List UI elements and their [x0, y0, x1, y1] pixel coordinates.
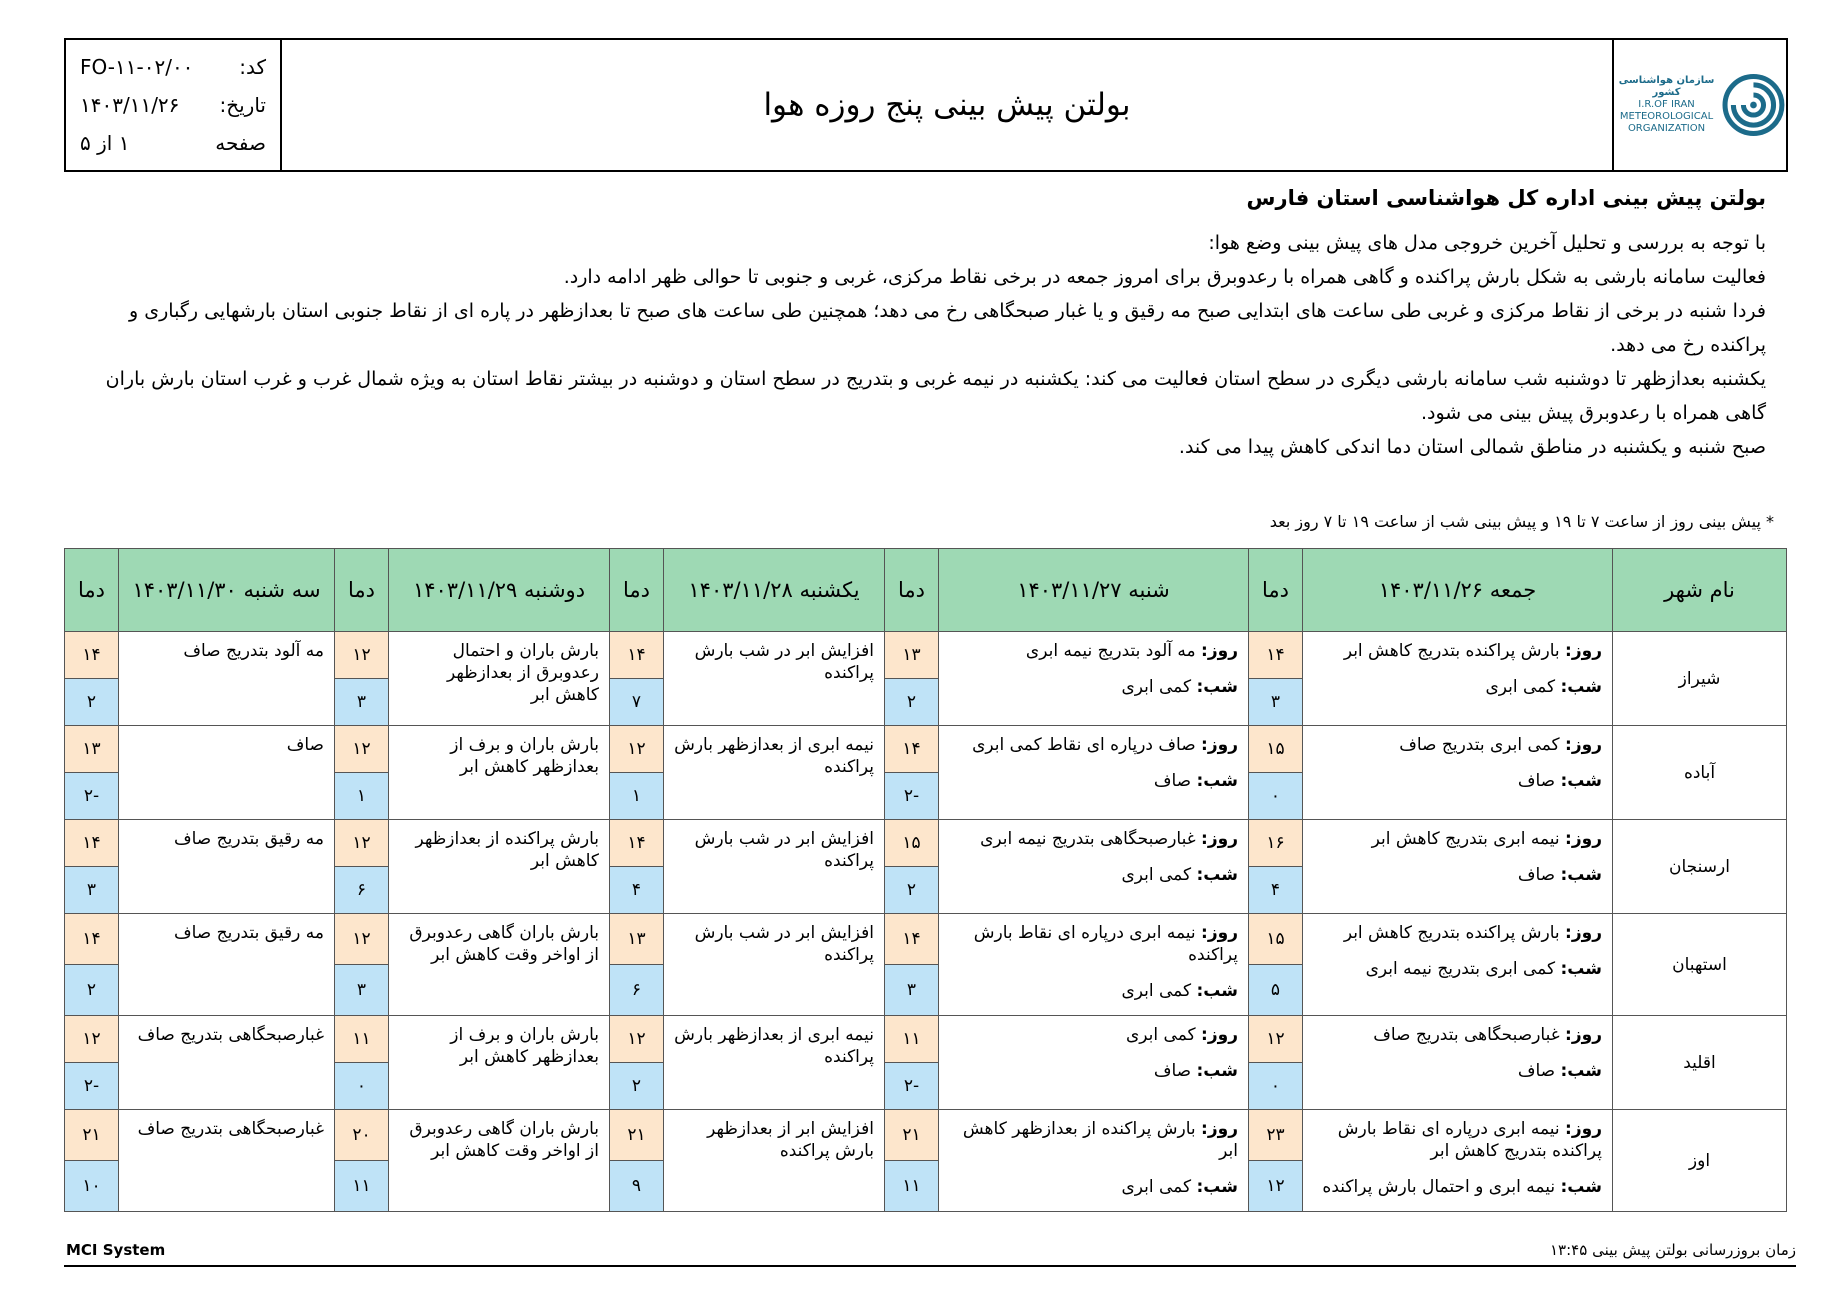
min-temp: ۱: [335, 773, 389, 820]
logo-text-en1: I.R.OF IRAN: [1638, 99, 1695, 110]
table-row: [65, 726, 1787, 773]
night-label: شب:: [1560, 865, 1602, 885]
max-temp: ۱۴: [610, 632, 664, 679]
paragraph-intro: با توجه به بررسی و تحلیل آخرین خروجی مدل های پیش بینی وضع هوا:: [1208, 232, 1766, 254]
max-temp: ۱۴: [65, 820, 119, 867]
paragraph-temperature: صبح شنبه و یکشنبه در مناطق شمالی استان دما اندکی کاهش پیدا می کند.: [1178, 436, 1766, 458]
day-label: روز:: [1201, 1025, 1238, 1045]
forecast-friday: [1303, 1016, 1613, 1110]
forecast-friday: [1303, 632, 1613, 726]
night-label: شب:: [1560, 1177, 1602, 1197]
night-label: شب:: [1560, 677, 1602, 697]
day-forecast: مه آلود بتدریج نیمه ابری: [1025, 641, 1196, 661]
night-forecast: صاف: [1517, 771, 1556, 791]
forecast-monday: بارش باران گاهی رعدوبرق از اواخر وقت کاهش ابر: [389, 914, 610, 1016]
forecast-saturday: [939, 726, 1249, 820]
min-temp: ۳: [335, 965, 389, 1016]
city-name: اوز: [1613, 1110, 1787, 1212]
night-label: شب:: [1196, 865, 1238, 885]
code-label: کد:: [239, 55, 266, 79]
min-temp: ۰: [335, 1063, 389, 1110]
paragraph-sunday-monday: یکشنبه بعدازظهر تا دوشنبه شب سامانه بارشی دیگری در سطح استان فعالیت می کند: یکشنبه در نیمه غربی و بتدریج در سطح استان و دوشنبه در بیشتر نقاط استان به ویژه شمال غرب و غرب استان بارش باران گاهی همراه با رعدوبرق پیش بینی می شود.: [105, 368, 1766, 424]
spiral-logo-icon: [1720, 65, 1787, 145]
min-temp: -۲: [65, 1063, 119, 1110]
forecast-tuesday: صاف: [119, 726, 335, 820]
forecast-tuesday: غبارصبحگاهی بتدریج صاف: [119, 1016, 335, 1110]
min-temp: -۲: [885, 773, 939, 820]
night-label: شب:: [1196, 1177, 1238, 1197]
min-temp: ۲: [885, 867, 939, 914]
min-temp: ۳: [65, 867, 119, 914]
day-header-2: شنبه ۱۴۰۳/۱۱/۲۷: [939, 549, 1249, 632]
day-header-4: دوشنبه ۱۴۰۳/۱۱/۲۹: [389, 549, 610, 632]
forecast-friday: [1303, 820, 1613, 914]
date-row: [80, 86, 266, 124]
meteorological-organization-logo: [1614, 40, 1786, 170]
day-forecast: بارش پراکنده از بعدازظهر کاهش ابر: [962, 1119, 1238, 1161]
forecast-sunday: افزایش ابر در شب بارش پراکنده: [664, 914, 885, 1016]
page-value: ۱ از ۵: [80, 131, 130, 155]
max-temp: ۱۶: [1249, 820, 1303, 867]
day-forecast: بارش پراکنده بتدریج کاهش ابر: [1343, 923, 1560, 943]
min-temp: ۲: [65, 679, 119, 726]
forecast-monday: بارش باران و برف از بعدازظهر کاهش ابر: [389, 726, 610, 820]
max-temp: ۲۳: [1249, 1110, 1303, 1161]
forecast-sunday: افزایش ابر در شب بارش پراکنده: [664, 820, 885, 914]
day-forecast: کمی ابری بتدریج صاف: [1399, 735, 1560, 755]
forecast-monday: بارش پراکنده از بعدازظهر کاهش ابر: [389, 820, 610, 914]
max-temp: ۱۴: [65, 914, 119, 965]
night-forecast: کمی ابری: [1485, 677, 1556, 697]
min-temp: ۶: [335, 867, 389, 914]
min-temp: ۳: [1249, 679, 1303, 726]
min-temp: ۴: [610, 867, 664, 914]
day-header-1: جمعه ۱۴۰۳/۱۱/۲۶: [1303, 549, 1613, 632]
forecast-saturday: [939, 1016, 1249, 1110]
city-name: شیراز: [1613, 632, 1787, 726]
day-forecast: صاف درپاره ای نقاط کمی ابری: [972, 735, 1196, 755]
min-temp: ۲: [65, 965, 119, 1016]
night-label: شب:: [1196, 981, 1238, 1001]
day-forecast: کمی ابری: [1126, 1025, 1196, 1045]
footer-update-value: ۱۳:۴۵: [1550, 1241, 1588, 1259]
forecast-saturday: [939, 820, 1249, 914]
temp-header: دما: [335, 549, 389, 632]
city-name: اقلید: [1613, 1016, 1787, 1110]
night-label: شب:: [1196, 1061, 1238, 1081]
paragraph-saturday: فردا شنبه در برخی از نقاط مرکزی و غربی طی ساعت های ابتدایی صبح مه رقیق و یا غبار صبحگاهی رخ می دهد؛ همچنین طی ساعت های صبح تا بعدازظهر در پاره ای از نقاط جنوبی استان بارشهایی رگباری و پراکنده رخ می دهد.: [129, 300, 1766, 356]
logo-text-fa: سازمان هواشناسی کشور: [1618, 75, 1715, 98]
max-temp: ۱۴: [610, 820, 664, 867]
page-label: صفحه: [215, 131, 266, 155]
max-temp: ۱۵: [885, 820, 939, 867]
day-label: روز:: [1565, 923, 1602, 943]
bulletin-header: [64, 38, 1788, 172]
temp-header: دما: [65, 549, 119, 632]
min-temp: ۲: [610, 1063, 664, 1110]
min-temp: -۲: [885, 1063, 939, 1110]
date-label: تاریخ:: [219, 93, 266, 117]
max-temp: ۱۲: [65, 1016, 119, 1063]
min-temp: ۵: [1249, 965, 1303, 1016]
night-forecast: کمی ابری: [1121, 1177, 1192, 1197]
forecast-monday: بارش باران و برف از بعدازظهر کاهش ابر: [389, 1016, 610, 1110]
day-label: روز:: [1565, 1025, 1602, 1045]
city-name: آباده: [1613, 726, 1787, 820]
min-temp: ۲: [885, 679, 939, 726]
logo-text-en3: ORGANIZATION: [1627, 123, 1706, 134]
forecast-saturday: [939, 1110, 1249, 1212]
max-temp: ۲۱: [65, 1110, 119, 1161]
night-label: شب:: [1560, 959, 1602, 979]
night-forecast: کمی ابری: [1121, 677, 1192, 697]
code-row: [80, 48, 266, 86]
page-row: [80, 124, 266, 162]
day-forecast: غبارصبحگاهی بتدریج صاف: [1373, 1025, 1560, 1045]
day-header-3: یکشنبه ۱۴۰۳/۱۱/۲۸: [664, 549, 885, 632]
max-temp: ۱۲: [335, 632, 389, 679]
min-temp: ۱۰: [65, 1161, 119, 1212]
footer-update-label: زمان بروزرسانی بولتن پیش بینی: [1592, 1241, 1796, 1259]
forecast-tuesday: مه رقیق بتدریج صاف: [119, 914, 335, 1016]
min-temp: ۳: [885, 965, 939, 1016]
night-forecast: صاف: [1153, 771, 1192, 791]
day-label: روز:: [1201, 923, 1238, 943]
table-row: [65, 1110, 1787, 1161]
max-temp: ۱۳: [65, 726, 119, 773]
min-temp: ۱۲: [1249, 1161, 1303, 1212]
night-label: شب:: [1560, 771, 1602, 791]
night-forecast: صاف: [1517, 865, 1556, 885]
min-temp: ۰: [1249, 1063, 1303, 1110]
table-row: [65, 632, 1787, 679]
max-temp: ۱۱: [335, 1016, 389, 1063]
max-temp: ۱۴: [885, 726, 939, 773]
forecast-saturday: [939, 914, 1249, 1016]
document-meta: [66, 40, 282, 170]
max-temp: ۱۴: [1249, 632, 1303, 679]
max-temp: ۱۴: [885, 914, 939, 965]
night-label: شب:: [1196, 677, 1238, 697]
forecast-monday: بارش باران و احتمال رعدوبرق از بعدازظهر کاهش ابر: [389, 632, 610, 726]
logo-text-en2: METEOROLOGICAL: [1619, 111, 1714, 122]
max-temp: ۱۱: [885, 1016, 939, 1063]
page-title: بولتن پیش بینی پنج روزه هوا: [282, 40, 1614, 170]
day-header-5: سه شنبه ۱۴۰۳/۱۱/۳۰: [119, 549, 335, 632]
day-label: روز:: [1565, 735, 1602, 755]
min-temp: ۴: [1249, 867, 1303, 914]
min-temp: ۳: [335, 679, 389, 726]
max-temp: ۱۳: [610, 914, 664, 965]
min-temp: ۱۱: [885, 1161, 939, 1212]
table-row: [65, 914, 1787, 965]
day-forecast: بارش پراکنده بتدریج کاهش ابر: [1343, 641, 1560, 661]
forecast-sunday: نیمه ابری از بعدازظهر بارش پراکنده: [664, 1016, 885, 1110]
forecast-sunday: افزایش ابر از بعدازظهر بارش پراکنده: [664, 1110, 885, 1212]
night-label: شب:: [1196, 771, 1238, 791]
day-label: روز:: [1565, 829, 1602, 849]
forecast-tuesday: غبارصبحگاهی بتدریج صاف: [119, 1110, 335, 1212]
forecast-friday: [1303, 914, 1613, 1016]
forecast-monday: بارش باران گاهی رعدوبرق از اواخر وقت کاهش ابر: [389, 1110, 610, 1212]
max-temp: ۱۲: [335, 726, 389, 773]
day-label: روز:: [1201, 735, 1238, 755]
day-label: روز:: [1565, 641, 1602, 661]
night-forecast: کمی ابری: [1121, 865, 1192, 885]
city-header: نام شهر: [1613, 549, 1787, 632]
night-forecast: صاف: [1153, 1061, 1192, 1081]
temp-header: دما: [885, 549, 939, 632]
night-label: شب:: [1560, 1061, 1602, 1081]
table-header-row: [65, 549, 1787, 632]
forecast-sunday: افزایش ابر در شب بارش پراکنده: [664, 632, 885, 726]
max-temp: ۱۵: [1249, 914, 1303, 965]
max-temp: ۱۲: [335, 914, 389, 965]
code-value: FO-۱۱-۰۲/۰۰: [80, 55, 194, 79]
night-forecast: کمی ابری بتدریج نیمه ابری: [1365, 959, 1556, 979]
forecast-sunday: نیمه ابری از بعدازظهر بارش پراکنده: [664, 726, 885, 820]
forecast-saturday: [939, 632, 1249, 726]
max-temp: ۱۳: [885, 632, 939, 679]
day-label: روز:: [1201, 641, 1238, 661]
max-temp: ۲۰: [335, 1110, 389, 1161]
max-temp: ۲۱: [610, 1110, 664, 1161]
max-temp: ۱۲: [610, 1016, 664, 1063]
max-temp: ۱۲: [1249, 1016, 1303, 1063]
temp-header: دما: [610, 549, 664, 632]
table-row: [65, 1016, 1787, 1063]
day-label: روز:: [1201, 829, 1238, 849]
forecast-table: [64, 548, 1787, 1212]
footer-update-time: [1550, 1241, 1796, 1259]
forecast-friday: [1303, 726, 1613, 820]
footer-system-name: MCI System: [66, 1241, 166, 1259]
city-name: استهبان: [1613, 914, 1787, 1016]
max-temp: ۲۱: [885, 1110, 939, 1161]
min-temp: ۱۱: [335, 1161, 389, 1212]
day-label: روز:: [1565, 1119, 1602, 1139]
paragraph-friday: فعالیت سامانه بارشی به شکل بارش پراکنده و گاهی همراه با رعدوبرق برای امروز جمعه در برخی نقاط مرکزی، غربی و جنوبی تا حوالی ظهر ادامه دارد.: [563, 266, 1766, 288]
day-forecast: نیمه ابری درپاره ای نقاط بارش پراکنده: [973, 923, 1238, 965]
day-label: روز:: [1201, 1119, 1238, 1139]
night-forecast: نیمه ابری و احتمال بارش پراکنده: [1322, 1177, 1556, 1197]
min-temp: ۱: [610, 773, 664, 820]
bulletin-subtitle: بولتن پیش بینی اداره کل هواشناسی استان فارس: [1246, 186, 1766, 210]
forecast-tuesday: مه آلود بتدریج صاف: [119, 632, 335, 726]
day-forecast: نیمه ابری بتدریج کاهش ابر: [1371, 829, 1560, 849]
city-name: ارسنجان: [1613, 820, 1787, 914]
min-temp: ۷: [610, 679, 664, 726]
max-temp: ۱۲: [610, 726, 664, 773]
min-temp: ۰: [1249, 773, 1303, 820]
max-temp: ۱۲: [335, 820, 389, 867]
day-forecast: غبارصبحگاهی بتدریج نیمه ابری: [980, 829, 1196, 849]
night-forecast: صاف: [1517, 1061, 1556, 1081]
forecast-footnote: * پیش بینی روز از ساعت ۷ تا ۱۹ و پیش بینی شب از ساعت ۱۹ تا ۷ روز بعد: [1269, 512, 1774, 531]
forecast-tuesday: مه رقیق بتدریج صاف: [119, 820, 335, 914]
max-temp: ۱۴: [65, 632, 119, 679]
footer-divider: [64, 1265, 1796, 1267]
night-forecast: کمی ابری: [1121, 981, 1192, 1001]
max-temp: ۱۵: [1249, 726, 1303, 773]
temp-header: دما: [1249, 549, 1303, 632]
min-temp: -۲: [65, 773, 119, 820]
day-forecast: نیمه ابری درپاره ای نقاط بارش پراکنده بتدریج کاهش ابر: [1337, 1119, 1602, 1161]
date-value: ۱۴۰۳/۱۱/۲۶: [80, 93, 180, 117]
min-temp: ۹: [610, 1161, 664, 1212]
min-temp: ۶: [610, 965, 664, 1016]
forecast-friday: [1303, 1110, 1613, 1212]
table-row: [65, 820, 1787, 867]
